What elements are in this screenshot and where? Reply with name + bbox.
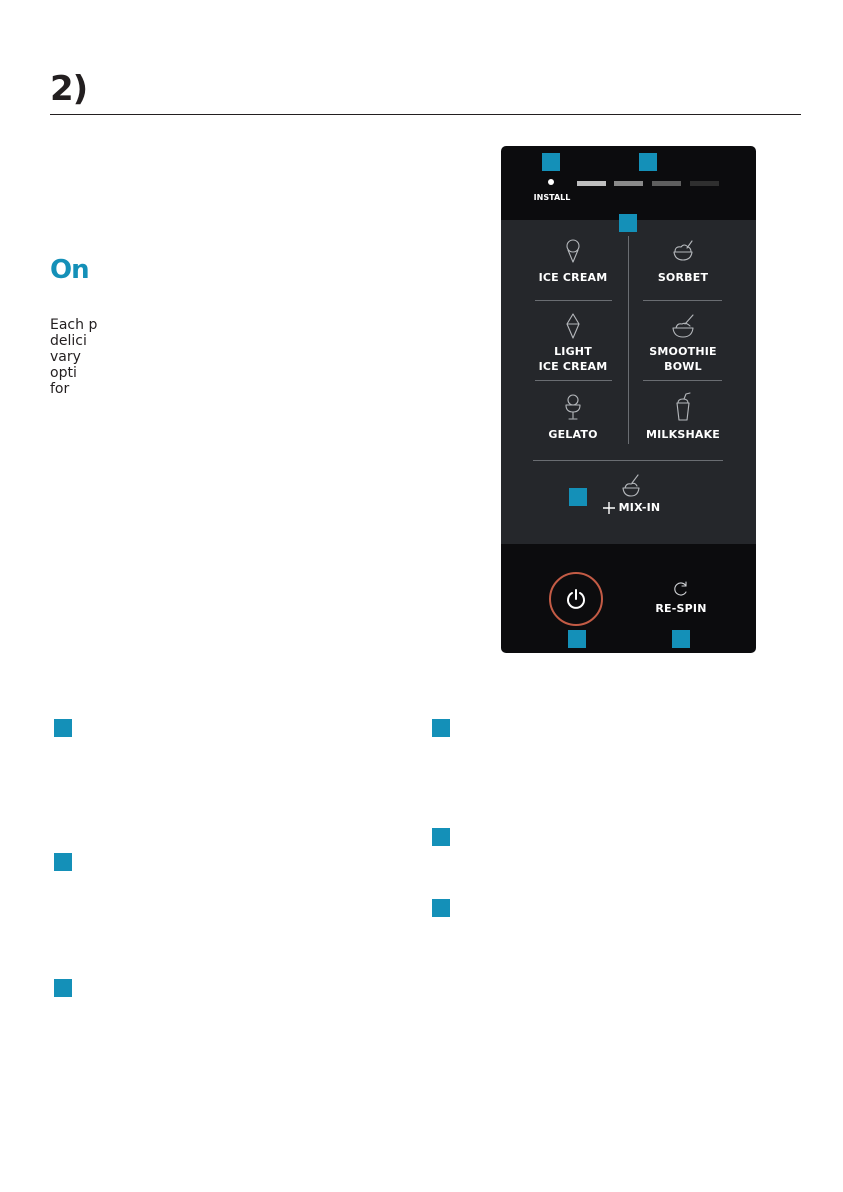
respin-label: RE-SPIN xyxy=(655,602,707,615)
callout-marker-power xyxy=(568,630,586,648)
divider xyxy=(535,300,612,301)
sorbet-button[interactable] xyxy=(641,238,725,285)
light-ice-cream-label-line1: LIGHT xyxy=(554,345,592,358)
callout-marker-mix-in xyxy=(569,488,587,506)
gelato-cup-icon xyxy=(562,392,584,422)
milkshake-button[interactable] xyxy=(641,392,725,442)
section-number: 2) xyxy=(50,69,88,109)
level-bar-1 xyxy=(577,181,606,186)
intro-paragraph xyxy=(50,317,97,397)
ice-cream-label: ICE CREAM xyxy=(538,271,608,284)
legend-marker xyxy=(432,719,450,737)
respin-icon xyxy=(671,579,691,599)
smoothie-bowl-button[interactable] xyxy=(641,312,725,374)
level-bar-2 xyxy=(614,181,643,186)
intro-line-5: for xyxy=(50,381,70,397)
divider xyxy=(643,380,722,381)
ice-cream-button[interactable] xyxy=(531,238,615,285)
mix-in-button[interactable] xyxy=(591,472,671,515)
intro-line-3: vary xyxy=(50,349,81,365)
legend-marker xyxy=(54,979,72,997)
mix-in-label: MIX-IN xyxy=(618,501,661,514)
sorbet-label: SORBET xyxy=(657,271,709,284)
mix-in-icon xyxy=(617,472,645,500)
milkshake-icon xyxy=(672,392,694,422)
intro-line-1: Each p xyxy=(50,317,98,333)
intro-line-4: opti xyxy=(50,365,77,381)
program-area xyxy=(501,220,756,544)
section-divider xyxy=(50,114,801,115)
power-icon xyxy=(565,588,587,610)
divider xyxy=(643,300,722,301)
divider xyxy=(533,460,723,461)
light-ice-cream-label-line2: ICE CREAM xyxy=(538,360,608,373)
respin-button[interactable] xyxy=(641,579,721,616)
level-bar-4 xyxy=(690,181,719,186)
intro-line-2: delici xyxy=(50,333,87,349)
light-ice-cream-cone-icon xyxy=(562,312,584,340)
power-button[interactable] xyxy=(549,572,603,626)
callout-marker-programs xyxy=(619,214,637,232)
smoothie-bowl-icon xyxy=(669,312,697,340)
callout-marker-level xyxy=(639,153,657,171)
divider xyxy=(535,380,612,381)
sorbet-bowl-icon xyxy=(670,238,696,264)
install-indicator-light xyxy=(548,179,554,185)
callout-marker-install xyxy=(542,153,560,171)
smoothie-bowl-label-line2: BOWL xyxy=(664,360,702,373)
control-panel xyxy=(501,146,756,653)
light-ice-cream-button[interactable] xyxy=(531,312,615,374)
legend-marker xyxy=(54,719,72,737)
legend-marker xyxy=(54,853,72,871)
gelato-button[interactable] xyxy=(531,392,615,442)
plus-icon xyxy=(602,501,616,515)
gelato-label: GELATO xyxy=(548,428,598,441)
legend-marker xyxy=(432,899,450,917)
section-subheading: On xyxy=(50,255,89,285)
legend-marker xyxy=(432,828,450,846)
level-bar-3 xyxy=(652,181,681,186)
callout-marker-respin xyxy=(672,630,690,648)
ice-cream-cone-icon xyxy=(561,238,585,264)
smoothie-bowl-label-line1: SMOOTHIE xyxy=(649,345,717,358)
column-divider xyxy=(628,236,629,444)
install-label: INSTALL xyxy=(533,193,571,202)
milkshake-label: MILKSHAKE xyxy=(645,428,721,441)
